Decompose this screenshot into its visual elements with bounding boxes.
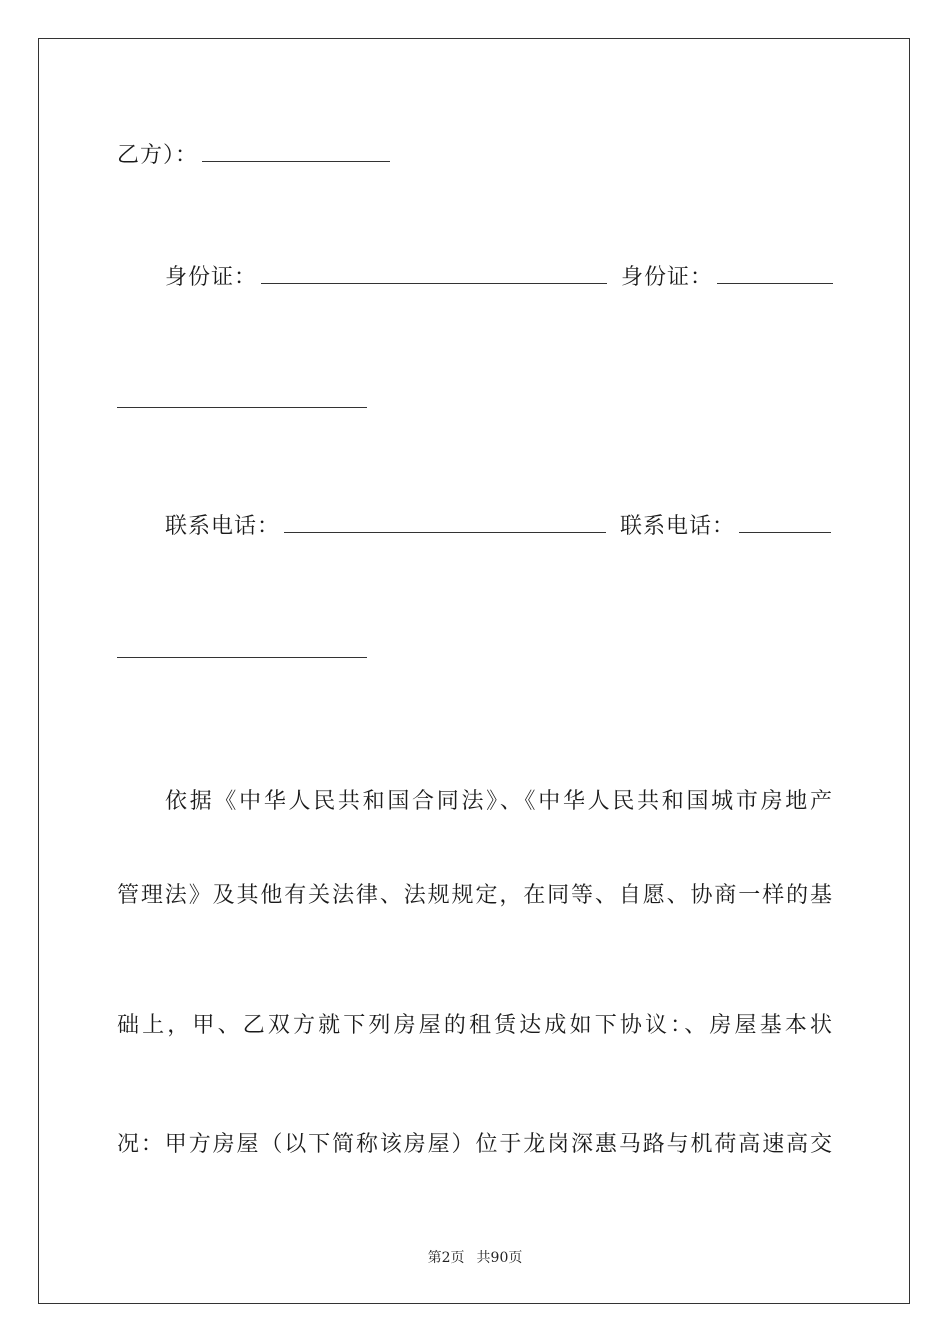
phone-blank-continued bbox=[117, 656, 367, 658]
phone-blank-right bbox=[739, 510, 831, 533]
id-label-left: 身份证： bbox=[165, 265, 258, 290]
id-blank-left bbox=[261, 261, 607, 284]
paragraph-line-1: 依据《中华人民共和国合同法》、《中华人民共和国城市房地产 bbox=[165, 789, 833, 814]
id-label-right: 身份证： bbox=[621, 265, 714, 290]
paragraph-line-2: 管理法》及其他有关法律、法规规定，在同等、自愿、协商一样的基 bbox=[117, 883, 833, 908]
paragraph-line-4: 况：甲方房屋（以下简称该房屋）位于龙岗深惠马路与机荷高速高交 bbox=[117, 1132, 833, 1157]
id-blank-right bbox=[717, 261, 833, 284]
page-number: 第2页 bbox=[427, 1250, 465, 1266]
total-pages: 共90页 bbox=[476, 1250, 523, 1266]
page-border bbox=[38, 38, 910, 1304]
phone-label-left: 联系电话： bbox=[165, 514, 281, 539]
party-b-blank bbox=[202, 139, 390, 162]
id-blank-continued bbox=[117, 406, 367, 408]
party-b-label: 乙方）： bbox=[117, 143, 199, 168]
phone-label-right: 联系电话： bbox=[620, 514, 736, 539]
party-b-line bbox=[117, 139, 833, 171]
paragraph-line-3: 础上，甲、乙双方就下列房屋的租赁达成如下协议：、房屋基本状 bbox=[117, 1013, 833, 1038]
phone-blank-left bbox=[284, 510, 606, 533]
id-line bbox=[117, 261, 833, 293]
page-footer bbox=[0, 1247, 950, 1267]
phone-line bbox=[117, 510, 833, 542]
